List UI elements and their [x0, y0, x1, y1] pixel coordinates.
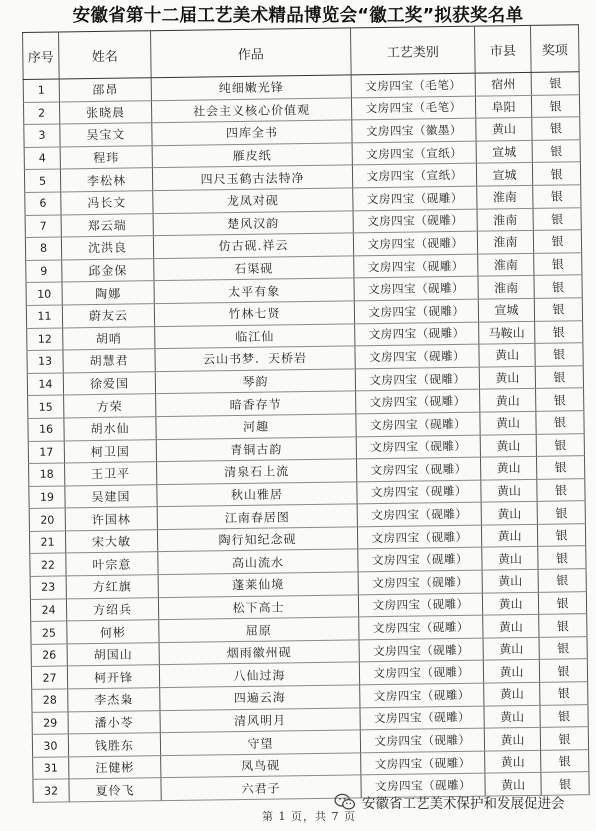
cell-craft: 文房四宝（砚雕） — [354, 254, 478, 278]
cell-no: 11 — [26, 305, 62, 328]
cell-award: 银 — [537, 501, 585, 524]
cell-name: 程玮 — [60, 145, 152, 169]
cell-name: 陶娜 — [62, 281, 154, 305]
table-header-row — [23, 25, 580, 80]
header-work: 作品 — [150, 28, 351, 78]
cell-craft: 文房四宝（砚雕） — [356, 435, 480, 459]
cell-city: 黄山 — [484, 728, 540, 751]
cell-name: 钱胜东 — [68, 733, 160, 757]
cell-city: 阜阳 — [475, 95, 531, 118]
cell-craft: 文房四宝（砚雕） — [353, 209, 477, 233]
cell-name: 胡水仙 — [64, 417, 156, 441]
cell-work: 云山书梦．天桥岩 — [155, 346, 355, 371]
cell-work: 清风明月 — [160, 707, 360, 732]
cell-city: 黄山 — [479, 366, 535, 389]
cell-no: 1 — [23, 79, 59, 102]
cell-work: 蓬莱仙境 — [158, 572, 358, 597]
cell-award: 银 — [532, 140, 580, 163]
page-title: 安徽省第十二届工艺美术精品博览会“徽工奖”拟获奖名单 — [72, 6, 524, 26]
cell-craft: 文房四宝（砚雕） — [357, 502, 481, 526]
cell-award: 银 — [539, 637, 587, 660]
cell-name: 王卫平 — [65, 462, 157, 486]
cell-craft: 文房四宝（砚雕） — [361, 751, 485, 775]
watermark — [334, 792, 565, 812]
cell-work: 守望 — [160, 730, 360, 755]
cell-work: 琴韵 — [155, 369, 355, 394]
cell-craft: 文房四宝（砚雕） — [359, 638, 483, 662]
cell-no: 12 — [27, 327, 63, 350]
cell-work: 四尺玉鹤古法特净 — [152, 165, 352, 190]
award-table — [22, 24, 590, 803]
cell-city: 黄山 — [476, 118, 532, 141]
cell-no: 21 — [29, 531, 65, 554]
cell-name: 夏伶飞 — [69, 778, 161, 802]
cell-work: 秋山雅居 — [157, 482, 357, 507]
cell-name: 许国林 — [65, 507, 157, 531]
cell-name: 邵昂 — [59, 78, 151, 102]
cell-work: 陶行知纪念砚 — [157, 527, 357, 552]
cell-work: 清泉石上流 — [157, 459, 357, 484]
cell-award: 银 — [536, 388, 584, 411]
cell-no: 13 — [27, 350, 63, 373]
cell-no: 3 — [24, 124, 60, 147]
header-city: 市县 — [474, 25, 531, 73]
cell-city: 黄山 — [483, 660, 539, 683]
cell-no: 31 — [33, 757, 69, 780]
cell-no: 26 — [31, 644, 67, 667]
cell-city: 黄山 — [481, 524, 537, 547]
cell-craft: 文房四宝（毛笔） — [351, 96, 475, 120]
cell-craft: 文房四宝（砚雕） — [355, 322, 479, 346]
cell-city: 宣城 — [478, 298, 534, 321]
cell-city: 黄山 — [480, 456, 536, 479]
page-number: 第 1 页，共 7 页 — [262, 810, 356, 823]
cell-work: 凤鸟砚 — [161, 753, 361, 778]
header-no: 序号 — [23, 32, 60, 79]
cell-city: 马鞍山 — [479, 321, 535, 344]
cell-city: 黄山 — [484, 682, 540, 705]
cell-name: 胡哨 — [63, 326, 155, 350]
cell-name: 吴宝文 — [60, 123, 152, 147]
cell-name: 方绍兵 — [66, 597, 158, 621]
cell-name: 何彬 — [67, 620, 159, 644]
cell-work: 纯细嫩光锋 — [151, 75, 351, 100]
cell-work: 龙凤对砚 — [153, 188, 353, 213]
cell-no: 22 — [30, 553, 66, 576]
cell-craft: 文房四宝（砚雕） — [354, 277, 478, 301]
cell-work: 屈原 — [159, 617, 359, 642]
cell-craft: 文房四宝（砚雕） — [356, 457, 480, 481]
cell-craft: 文房四宝（砚雕） — [360, 683, 484, 707]
cell-name: 柯卫国 — [64, 439, 156, 463]
cell-city: 淮南 — [477, 231, 533, 254]
cell-city: 淮南 — [477, 208, 533, 231]
cell-name: 沈洪良 — [61, 236, 153, 260]
cell-work: 青铜古韵 — [156, 436, 356, 461]
cell-work: 江南春居图 — [157, 504, 357, 529]
award-list-sheet — [22, 24, 588, 798]
cell-award: 银 — [540, 682, 588, 705]
cell-city: 黄山 — [479, 343, 535, 366]
cell-name: 李松林 — [60, 168, 152, 192]
cell-no: 9 — [26, 260, 62, 283]
header-craft: 工艺类别 — [350, 26, 475, 75]
cell-craft: 文房四宝（砚雕） — [355, 344, 479, 368]
cell-no: 25 — [31, 621, 67, 644]
cell-award: 银 — [541, 749, 589, 772]
cell-city: 黄山 — [480, 411, 536, 434]
cell-craft: 文房四宝（宣纸） — [352, 141, 476, 165]
cell-craft: 文房四宝（砚雕） — [353, 186, 477, 210]
cell-name: 邱金保 — [62, 258, 154, 282]
cell-no: 5 — [24, 169, 60, 192]
cell-no: 32 — [33, 779, 69, 802]
cell-city: 淮南 — [478, 253, 534, 276]
cell-no: 8 — [25, 237, 61, 260]
cell-no: 10 — [26, 282, 62, 305]
cell-city: 黄山 — [485, 773, 541, 796]
cell-no: 14 — [27, 373, 63, 396]
cell-award: 银 — [538, 591, 586, 614]
cell-craft: 文房四宝（宣纸） — [352, 164, 476, 188]
cell-craft: 文房四宝（砚雕） — [356, 412, 480, 436]
cell-city: 黄山 — [481, 502, 537, 525]
cell-no: 20 — [29, 508, 65, 531]
cell-award: 银 — [531, 72, 579, 95]
cell-city: 黄山 — [484, 705, 540, 728]
cell-work: 四遍云海 — [160, 685, 360, 710]
cell-name: 李杰枭 — [68, 688, 160, 712]
cell-award: 银 — [537, 524, 585, 547]
cell-craft: 文房四宝（砚雕） — [355, 367, 479, 391]
cell-city: 黄山 — [482, 592, 538, 615]
cell-work: 八仙过海 — [159, 662, 359, 687]
cell-name: 蔚友云 — [62, 304, 154, 328]
cell-city: 宿州 — [475, 72, 531, 95]
cell-no: 6 — [25, 192, 61, 215]
cell-name: 方红旗 — [66, 575, 158, 599]
cell-award: 银 — [540, 727, 588, 750]
cell-work: 暗香存节 — [156, 391, 356, 416]
cell-award: 银 — [534, 252, 582, 275]
cell-city: 黄山 — [483, 615, 539, 638]
watermark-text: 安徽省工艺美术保护和发展促进会 — [362, 796, 565, 812]
cell-city: 黄山 — [480, 434, 536, 457]
cell-work: 社会主义核心价值观 — [151, 98, 351, 123]
cell-award: 银 — [534, 275, 582, 298]
cell-work: 高山流水 — [158, 549, 358, 574]
cell-no: 4 — [24, 147, 60, 170]
cell-award: 银 — [539, 659, 587, 682]
cell-work: 临江仙 — [155, 323, 355, 348]
cell-city: 宣城 — [476, 163, 532, 186]
cell-name: 冯长文 — [61, 191, 153, 215]
cell-work: 四库全书 — [152, 120, 352, 145]
cell-award: 银 — [531, 94, 579, 117]
cell-name: 潘小苓 — [68, 710, 160, 734]
cell-craft: 文房四宝（砚雕） — [357, 525, 481, 549]
cell-award: 银 — [533, 207, 581, 230]
cell-no: 16 — [28, 418, 64, 441]
cell-name: 郑云瑞 — [61, 213, 153, 237]
cell-award: 银 — [533, 230, 581, 253]
cell-craft: 文房四宝（砚雕） — [356, 389, 480, 413]
cell-city: 黄山 — [480, 389, 536, 412]
cell-award: 银 — [535, 320, 583, 343]
cell-craft: 文房四宝（砚雕） — [354, 299, 478, 323]
cell-no: 23 — [30, 576, 66, 599]
cell-craft: 文房四宝（毛笔） — [351, 73, 475, 97]
cell-craft: 文房四宝（砚雕） — [358, 593, 482, 617]
cell-name: 胡慧君 — [63, 349, 155, 373]
table-body — [23, 72, 589, 803]
cell-no: 28 — [32, 689, 68, 712]
cell-craft: 文房四宝（砚雕） — [361, 774, 485, 798]
cell-city: 黄山 — [485, 750, 541, 773]
cell-city: 黄山 — [482, 569, 538, 592]
cell-award: 银 — [538, 569, 586, 592]
cell-award: 银 — [534, 298, 582, 321]
cell-work: 楚风汉韵 — [153, 210, 353, 235]
cell-no: 30 — [32, 734, 68, 757]
cell-name: 宋大敏 — [65, 530, 157, 554]
cell-craft: 文房四宝（砚雕） — [360, 706, 484, 730]
cell-work: 竹林七贤 — [154, 301, 354, 326]
cell-award: 银 — [541, 772, 589, 795]
cell-name: 柯开锋 — [67, 665, 159, 689]
cell-craft: 文房四宝（砚雕） — [359, 615, 483, 639]
cell-no: 7 — [25, 215, 61, 238]
cell-award: 银 — [532, 162, 580, 185]
cell-city: 黄山 — [483, 637, 539, 660]
cell-no: 15 — [28, 395, 64, 418]
cell-name: 徐爱国 — [63, 371, 155, 395]
cell-craft: 文房四宝（砚雕） — [360, 728, 484, 752]
cell-name: 叶宗意 — [66, 552, 158, 576]
cell-city: 黄山 — [482, 547, 538, 570]
cell-no: 17 — [28, 440, 64, 463]
cell-no: 29 — [32, 712, 68, 735]
cell-no: 19 — [29, 486, 65, 509]
cell-craft: 文房四宝（砚雕） — [359, 661, 483, 685]
cell-work: 河趣 — [156, 414, 356, 439]
cell-work: 石渠砚 — [154, 256, 354, 281]
cell-award: 银 — [536, 411, 584, 434]
cell-name: 胡国山 — [67, 642, 159, 666]
header-name: 姓名 — [59, 31, 152, 79]
cell-no: 24 — [30, 599, 66, 622]
cell-award: 银 — [540, 704, 588, 727]
cell-city: 黄山 — [481, 479, 537, 502]
cell-work: 太平有象 — [154, 278, 354, 303]
cell-name: 方荣 — [64, 394, 156, 418]
cell-award: 银 — [536, 456, 584, 479]
cell-name: 吴建国 — [65, 484, 157, 508]
cell-craft: 文房四宝（砚雕） — [358, 570, 482, 594]
cell-name: 张晓晨 — [59, 100, 151, 124]
header-award: 奖项 — [530, 25, 579, 73]
cell-work: 松下高士 — [158, 595, 358, 620]
cell-award: 银 — [535, 365, 583, 388]
cell-work: 仿古砚.祥云 — [153, 233, 353, 258]
cell-work: 雁皮纸 — [152, 143, 352, 168]
cell-city: 淮南 — [478, 276, 534, 299]
cell-name: 汪健彬 — [69, 755, 161, 779]
cell-no: 27 — [31, 666, 67, 689]
cell-award: 银 — [536, 433, 584, 456]
cell-award: 银 — [539, 614, 587, 637]
cell-no: 18 — [29, 463, 65, 486]
cell-award: 银 — [538, 546, 586, 569]
cell-city: 宣城 — [476, 140, 532, 163]
cell-work: 烟雨徽州砚 — [159, 640, 359, 665]
cell-work: 六君子 — [161, 775, 361, 800]
cell-craft: 文房四宝（砚雕） — [357, 480, 481, 504]
cell-craft: 文房四宝（砚雕） — [358, 548, 482, 572]
cell-no: 2 — [23, 102, 59, 125]
cell-craft: 文房四宝（徽墨） — [352, 118, 476, 142]
cell-award: 银 — [532, 117, 580, 140]
cell-award: 银 — [535, 343, 583, 366]
cell-craft: 文房四宝（砚雕） — [353, 231, 477, 255]
cell-city: 淮南 — [477, 185, 533, 208]
cell-award: 银 — [537, 478, 585, 501]
cell-award: 银 — [533, 185, 581, 208]
